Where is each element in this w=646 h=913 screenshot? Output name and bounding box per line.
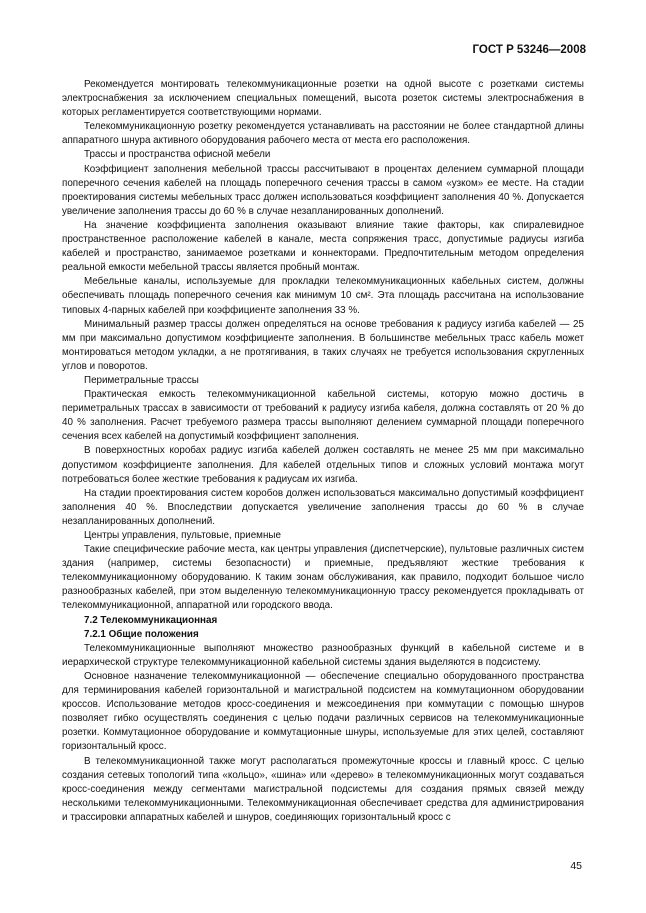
paragraph: На стадии проектирования систем коробов должен использоваться максимально допустимый коэффициент заполнения 40 %. Впоследствии допускается увеличение заполнения трассы до 60 % в случае незапланированных дополнений. [62,487,584,527]
section-heading: 7.2 Телекоммуникационная [84,614,218,626]
paragraph: Такие специфические рабочие места, как центры управления (диспетчерские), пультовые различных систем здания (например, системы безопасности) и приемные, предъявляют жесткие требования к телекоммуникационному оборудованию. К таким зонам обслуживания, как правило, подходит большое число разнообразных кабелей, при этом выделенную телекоммуникационную трассу рекомендуется прокладывать от телекоммуникационной, аппаратной или городского ввода. [62,544,584,612]
paragraph: Телекоммуникационные выполняют множество разнообразных функций в кабельной системе и в иерархической структуре телекоммуникационной кабельной системы здания выделяются в подсистему. [62,642,584,668]
page-number: 45 [570,860,582,872]
paragraph: На значение коэффициента заполнения оказывают влияние такие факторы, как спиралевидное пространственное расположение кабелей в канале, места сопряжения трасс, допустимые радиусы изгиба кабелей и пространство, занимаемое розетками и коннекторами. Предпочтительным методом определения реальной емкости мебельной трассы является пробный монтаж. [62,219,584,274]
paragraph: Минимальный размер трассы должен определяться на основе требования к радиусу изгиба кабелей — 25 мм при максимально допустимом коэффициенте заполнения. В большинстве мебельных трасс кабель может монтироваться методом укладки, а не протягивания, в таких случаях не требуется использования скругленных углов и поворотов. [62,318,584,372]
paragraph: Основное назначение телекоммуникационной — обеспечение специально оборудованного пространства для терминирования кабелей горизонтальной и магистральной подсистем на коммутационном оборудовании кроссов. Использование методов кросс-соединения и межсоединения при коммутации с помощью шнуров позволяет гибко осуществлять соединения с целью подачи различных сервисов на телекоммуникационные розетки. Коммутационное оборудование и коммутационные шнуры, используемые для этих целей, составляют горизонтальный кросс. [62,670,584,753]
paragraph: Практическая емкость телекоммуникационной кабельной системы, которую можно достичь в периметральных трассах в зависимости от требований к радиусу изгиба кабеля, должна составлять от 20 % до 40 % заполнения. Расчет требуемого размера трассы выполняют делением суммарной площади поперечного сечения всех кабелей на допустимый коэффициент заполнения. [62,389,584,443]
paragraph: Рекомендуется монтировать телекоммуникационные розетки на одной высоте с розетками системы электроснабжения за исключением специальных помещений, высота розеток системы электроснабжения в которых регламентируется соответствующими нормами. [62,79,584,119]
document-body [62,78,584,825]
paragraph: Центры управления, пультовые, приемные [84,530,281,541]
document-code: ГОСТ Р 53246—2008 [472,44,586,56]
paragraph: Мебельные каналы, используемые для прокладки телекоммуникационных кабельных систем, должны обеспечивать площадь поперечного сечения как минимум 10 см². Эта площадь рассчитана на использование типовых 4-парных кабелей при коэффициенте заполнения 33 %. [62,276,584,316]
section-heading: 7.2.1 Общие положения [84,628,199,640]
paragraph: Трассы и пространства офисной мебели [84,149,271,161]
paragraph: В телекоммуникационной также могут располагаться промежуточные кроссы и главный кросс. С целью создания сетевых топологий типа «кольцо», «шина» или «дерево» в телекоммуникационных могут создаваться кросс-соединения между сегментами магистральной подсистемы для создания прямых связей между несколькими телекоммуникационными. Телекоммуникационная обеспечивает средства для администрирования и трассировки аппаратных кабелей и шнуров, соединяющих горизонтальный кросс с [62,755,584,823]
paragraph: В поверхностных коробах радиус изгиба кабелей должен составлять не менее 25 мм при максимально допустимом коэффициенте заполнения. Для кабелей отдельных типов и сложных условий монтажа могут потребоваться более жесткие требования к радиусам их изгиба. [62,445,584,485]
paragraph: Коэффициент заполнения мебельной трассы рассчитывают в процентах делением суммарной площади поперечного сечения кабелей на площадь поперечного сечения трассы в самом «узком» ее месте. На стадии проектирования системы мебельных трасс должен использоваться коэффициент заполнения 40 %. Допускается увеличение заполнения трассы до 60 % в случае незапланированных дополнений. [62,163,584,217]
paragraph: Телекоммуникационную розетку рекомендуется устанавливать на расстоянии не более стандартной длины аппаратного шнура активного оборудования рабочего места от места его расположения. [62,121,584,147]
paragraph: Периметральные трассы [84,374,199,386]
